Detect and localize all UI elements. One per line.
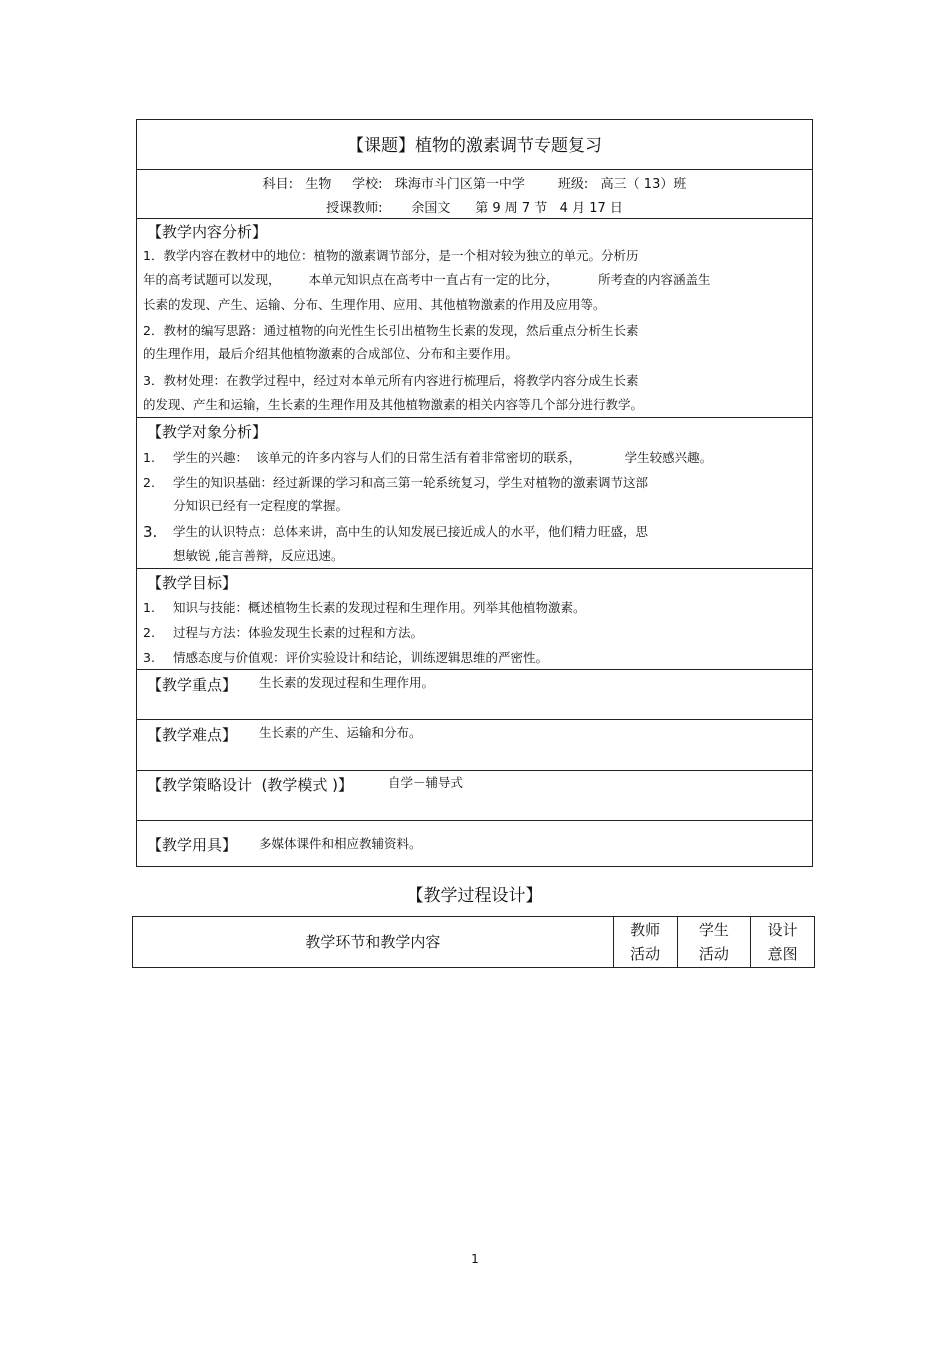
paragraph-line: 2．教材的编写思路：通过植物的向光性生长引出植物生长素的发现，然后重点分析生长素: [143, 323, 639, 338]
divider: [136, 770, 813, 771]
paragraph-line: 3．教材处理：在教学过程中，经过对本单元所有内容进行梳理后，将教学内容分成生长素: [143, 373, 639, 388]
strategy-heading: 【教学策略设计 (教学模式 )】: [147, 776, 354, 794]
col-teacher-line2: 活动: [630, 945, 661, 963]
list-item-continued: 分知识已经有一定程度的掌握。: [173, 498, 349, 513]
list-number: 1.: [143, 450, 155, 465]
tools-text: 多媒体课件和相应教辅资料。: [259, 836, 422, 851]
col-student-line1: 学生: [698, 921, 729, 939]
col-main-header: 教学环节和教学内容: [133, 917, 614, 968]
divider: [136, 669, 813, 670]
list-item: 知识与技能：概述植物生长素的发现过程和生理作用。列举其他植物激素。: [173, 600, 586, 615]
divider: [136, 218, 813, 219]
col-student-line2: 活动: [698, 945, 729, 963]
divider: [136, 417, 813, 418]
list-item: 学生的兴趣： 该单元的许多内容与人们的日常生活有着非常密切的联系， 学生较感兴趣。: [173, 450, 713, 465]
teacher-info: 授课教师: 余国文 第 9 周 7 节 4 月 17 日: [326, 201, 623, 216]
divider: [136, 568, 813, 569]
list-item: 学生的知识基础：经过新课的学习和高三第一轮系统复习，学生对植物的激素调节这部: [173, 475, 649, 490]
goals-heading: 【教学目标】: [147, 574, 238, 592]
list-number: 1.: [143, 600, 155, 615]
paragraph-line: 长素的发现、产生、运输、分布、生理作用、应用、其他植物激素的作用及应用等。: [143, 297, 606, 312]
divider: [136, 820, 813, 821]
difficulty-text: 生长素的产生、运输和分布。: [259, 725, 422, 740]
list-item: 情感态度与价值观：评价实验设计和结论，训练逻辑思维的严密性。: [173, 650, 549, 665]
col-intent-line1: 设计: [767, 921, 798, 939]
course-info: 科目: 生物 学校: 珠海市斗门区第一中学 班级: 高三（ 13）班: [262, 177, 687, 192]
list-number: 2.: [143, 625, 155, 640]
list-number: 2.: [143, 475, 155, 490]
table-header-row: [133, 917, 815, 968]
page-number: 1: [471, 1252, 479, 1266]
divider: [136, 169, 813, 170]
list-number: 3.: [143, 650, 155, 665]
paragraph-line: 1．教学内容在教材中的地位：植物的激素调节部分，是一个相对较为独立的单元。分析历: [143, 248, 639, 263]
difficulty-heading: 【教学难点】: [147, 726, 238, 744]
object-analysis-heading: 【教学对象分析】: [147, 423, 268, 441]
strategy-text: 自学－辅导式: [388, 775, 464, 790]
tools-heading: 【教学用具】: [147, 836, 238, 854]
paragraph-line: 年的高考试题可以发现， 本单元知识点在高考中一直占有一定的比分， 所考查的内容涵盖生: [143, 272, 711, 287]
list-number: 3.: [143, 523, 158, 541]
divider: [136, 719, 813, 720]
list-item: 过程与方法：体验发现生长素的过程和方法。: [173, 625, 424, 640]
process-table: [132, 916, 815, 968]
list-item-continued: 想敏锐 ,能言善辩，反应迅速。: [173, 548, 344, 563]
col-student-header: [677, 917, 751, 968]
col-intent-header: [751, 917, 815, 968]
lesson-title: 【课题】植物的激素调节专题复习: [347, 136, 602, 156]
list-item: 学生的认识特点：总体来讲，高中生的认知发展已接近成人的水平，他们精力旺盛，思: [173, 524, 649, 539]
process-heading: 【教学过程设计】: [406, 886, 543, 906]
content-analysis-heading: 【教学内容分析】: [147, 223, 268, 241]
col-intent-line2: 意图: [767, 945, 798, 963]
paragraph-line: 的发现、产生和运输，生长素的生理作用及其他植物激素的相关内容等几个部分进行教学。: [143, 397, 644, 412]
key-point-text: 生长素的发现过程和生理作用。: [259, 675, 435, 690]
col-teacher-line1: 教师: [630, 921, 661, 939]
col-teacher-header: [613, 917, 677, 968]
paragraph-line: 的生理作用，最后介绍其他植物激素的合成部位、分布和主要作用。: [143, 346, 519, 361]
key-point-heading: 【教学重点】: [147, 676, 238, 694]
